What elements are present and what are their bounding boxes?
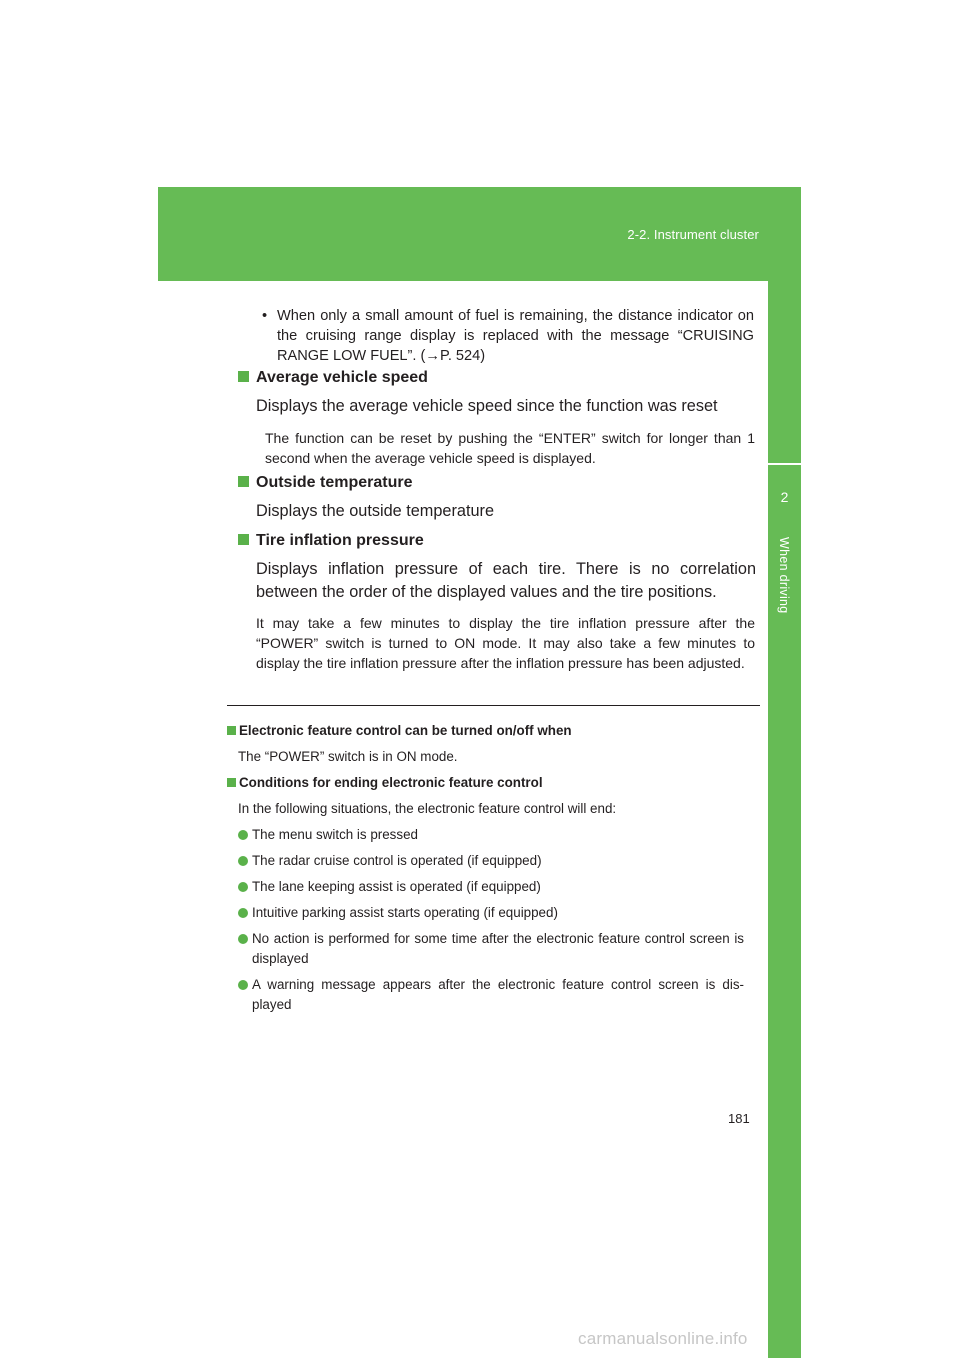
green-circle-bullet-icon <box>238 830 248 840</box>
info-heading-turn-on-off <box>227 723 572 738</box>
green-square-icon <box>238 476 249 487</box>
section-title-average-speed <box>238 369 428 387</box>
section-title-text: Outside temperature <box>256 474 413 491</box>
green-square-icon <box>238 534 249 545</box>
info-heading-text: Conditions for ending electronic feature control <box>239 775 543 790</box>
watermark: carmanualsonline.info <box>578 1329 748 1348</box>
bullet-text: When only a small amount of fuel is remaining, the distance indicator on the cruising range display is replaced with the message “CRUISING RANGE LOW FUEL”. (→P. 524) <box>277 308 754 364</box>
chapter-side-tab <box>768 281 801 1358</box>
green-circle-bullet-icon <box>238 882 248 892</box>
list-item-text: The radar cruise control is operated (if equipped) <box>252 853 542 868</box>
page-number: 181 <box>728 1111 750 1126</box>
info-body-situations: In the following situations, the electronic feature control will end: <box>238 801 617 816</box>
bullet-mark: • <box>262 308 268 324</box>
section-title: 2-2. Instrument cluster <box>627 227 759 242</box>
info-body-power-mode: The “POWER” switch is in ON mode. <box>238 749 458 764</box>
green-circle-bullet-icon <box>238 856 248 866</box>
info-heading-text: Electronic feature control can be turned on/off when <box>239 723 572 738</box>
section-note-tire-pressure: It may take a few minutes to display the tire inflation pressure after the “POWER” switch is turned to ON mode. It may also take a few minutes to display the tire inflation pressure after the inflation pressure has been adjusted. <box>256 615 755 671</box>
section-title-text: Average vehicle speed <box>256 369 428 386</box>
green-circle-bullet-icon <box>238 908 248 918</box>
green-square-icon <box>227 778 236 787</box>
chapter-label: When driving <box>777 537 791 614</box>
green-square-icon <box>238 371 249 382</box>
list-item <box>238 975 744 1015</box>
info-heading-ending-conditions <box>227 775 543 790</box>
list-item <box>238 929 744 969</box>
cruising-range-bullet <box>262 306 754 366</box>
list-item <box>238 825 744 845</box>
section-title-text: Tire inflation pressure <box>256 532 424 549</box>
section-header-band <box>158 187 801 281</box>
section-title-tire-pressure <box>238 532 424 550</box>
list-item <box>238 851 744 871</box>
section-desc-average-speed: Displays the average vehicle speed since the function was reset <box>256 397 718 415</box>
section-note-average-speed: The function can be reset by pushing the “ENTER” switch for longer than 1 second when the average vehicle speed is displayed. <box>265 430 755 466</box>
green-circle-bullet-icon <box>238 934 248 944</box>
chapter-number: 2 <box>780 489 789 505</box>
list-item-text: No action is performed for some time after the electronic feature control screen is displayed <box>252 931 744 966</box>
list-item <box>238 903 744 923</box>
section-desc-outside-temperature: Displays the outside temperature <box>256 502 495 520</box>
list-item-text: A warning message appears after the electronic feature control screen is dis-played <box>252 977 744 1012</box>
list-item <box>238 877 744 897</box>
green-circle-bullet-icon <box>238 980 248 990</box>
horizontal-divider <box>227 705 760 706</box>
list-item-text: Intuitive parking assist starts operating (if equipped) <box>252 905 558 920</box>
side-tab-divider <box>768 463 801 465</box>
list-item-text: The menu switch is pressed <box>252 827 418 842</box>
section-desc-tire-pressure: Displays inflation pressure of each tire. There is no correlation between the order of the displayed values and the tire positions. <box>256 560 756 601</box>
green-square-icon <box>227 726 236 735</box>
section-title-outside-temperature <box>238 474 412 492</box>
list-item-text: The lane keeping assist is operated (if equipped) <box>252 879 541 894</box>
